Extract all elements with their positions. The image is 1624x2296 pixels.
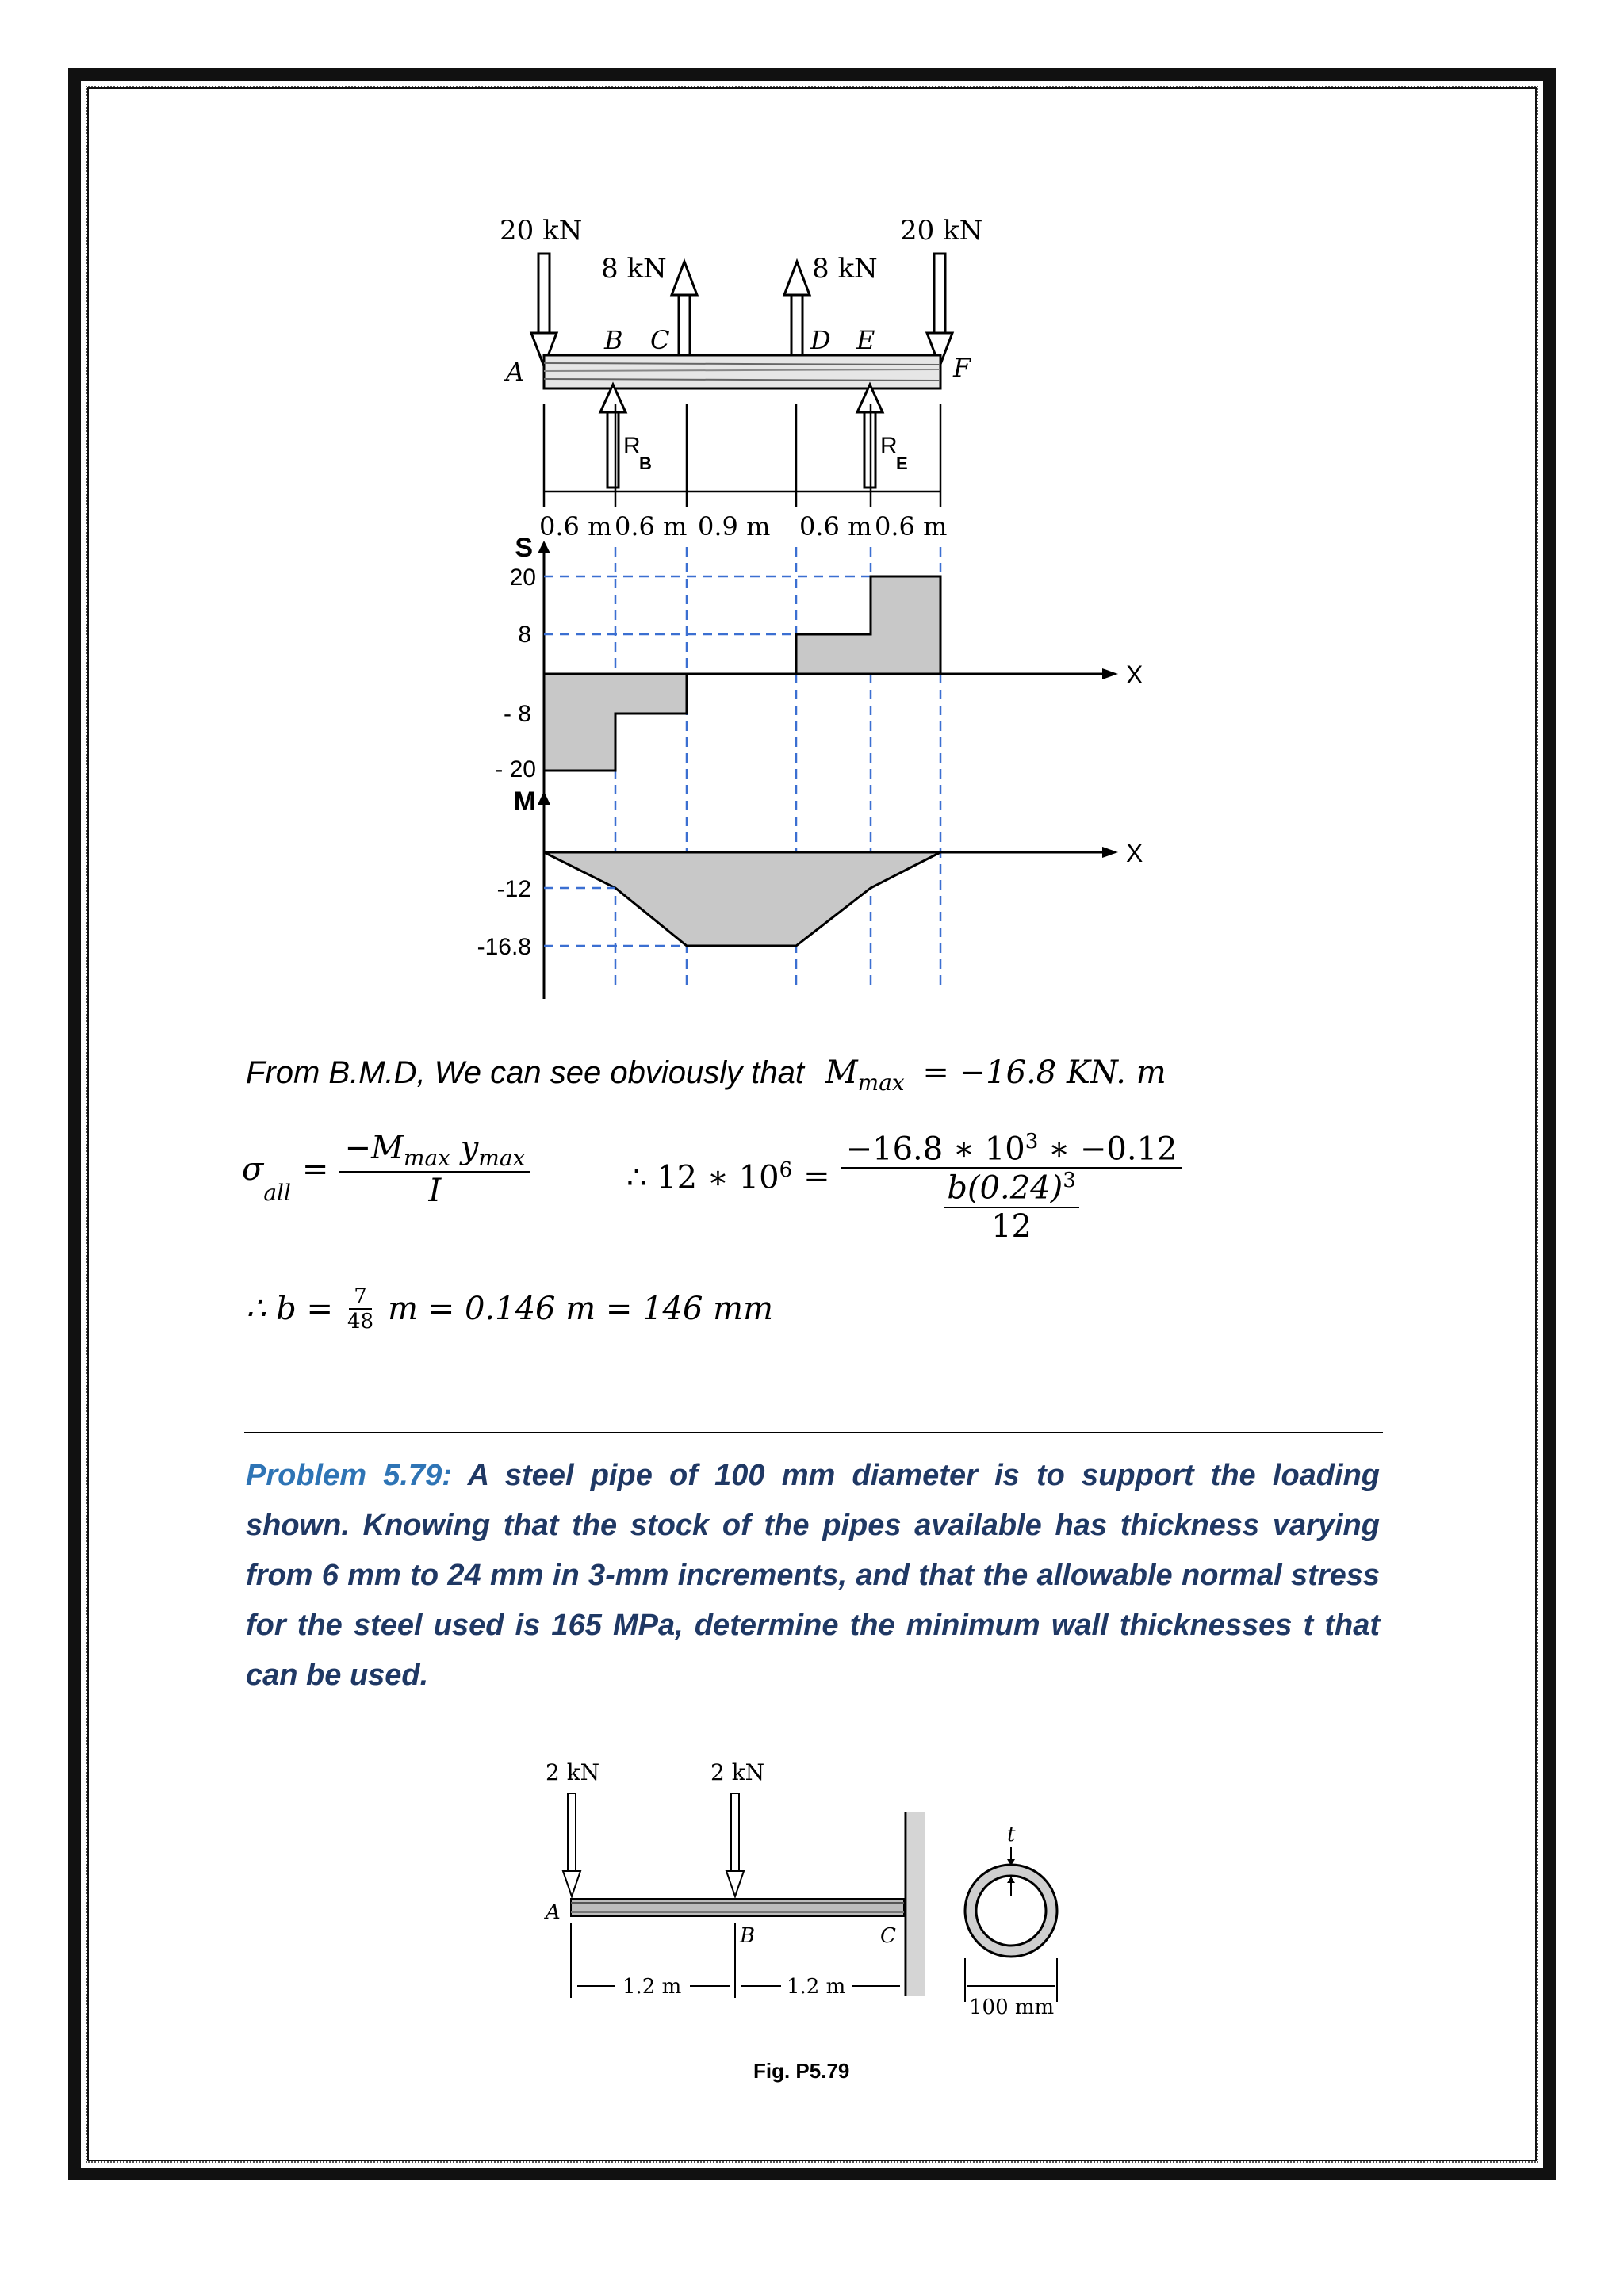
fig2-point-a: A (546, 1900, 561, 1924)
fig2-point-c: C (880, 1924, 896, 1948)
mmax-statement (246, 1054, 1166, 1096)
fig2-span-2: 1.2 m (787, 1975, 846, 1999)
sigma-equation: σ $_{all}$ = $\frac{-M_{max} y_{max}}{I}$ (242, 1130, 530, 1209)
result-prefix: ∴ b = (246, 1291, 333, 1327)
flexure-y-sub: max (478, 1145, 526, 1171)
figure-caption: Fig. P5.79 (753, 2059, 850, 2083)
load-label-right: 20 kN (900, 215, 983, 247)
eq2-fraction (841, 1130, 1182, 1245)
mmax-value: = −16.8 KN. m (922, 1054, 1166, 1091)
bmd-tick-neg12: -12 (496, 876, 531, 902)
load-label-d: 8 kN (812, 253, 878, 285)
point-label-a: A (506, 357, 525, 387)
eq2-lhs (626, 1158, 792, 1196)
reaction-label-rb: R (623, 433, 641, 459)
statement-prefix: From B.M.D, We can see obviously that (246, 1055, 804, 1090)
fig2-load-b-label: 2 kN (710, 1759, 765, 1785)
mmax-symbol: M (825, 1054, 858, 1091)
reaction-label-rb-sub: B (639, 453, 652, 473)
fig2-point-b: B (740, 1924, 756, 1948)
bmd-x-label: X (1126, 839, 1143, 867)
point-label-f: F (953, 353, 971, 383)
problem-body: A steel pipe of 100 mm diameter is to support the loading shown. Knowing that the stock of the pipes available has thickness varying from 6 mm to 24 mm in 3-mm increments, and that the allowable normal stress for the steel used is 165 MPa, determine the minimum wall thicknesses t that can be used. (246, 1459, 1380, 1692)
point-label-d: D (810, 325, 831, 355)
sigma-symbol: σ (242, 1151, 264, 1188)
span-label-5: 0.6 m (875, 511, 948, 541)
eq2-lhs-sup: 6 (779, 1158, 793, 1182)
load-label-left: 20 kN (500, 215, 583, 247)
problem-title: Problem 5.79: (246, 1459, 452, 1492)
point-label-b: B (604, 325, 623, 355)
sigma-subscript: all (263, 1180, 291, 1206)
result-tail: m = 0.146 m = 146 mm (388, 1291, 773, 1327)
load-arrow-a (531, 254, 557, 366)
flexure-numerator: −M (344, 1130, 404, 1166)
fig2-span-1: 1.2 m (622, 1975, 682, 1999)
fig2-load-arrow-a (563, 1793, 580, 1896)
reaction-label-re-sub: E (896, 453, 908, 473)
sfd-tick-neg8: - 8 (503, 701, 531, 727)
span-label-1: 0.6 m (539, 511, 612, 541)
sfd-tick-8: 8 (518, 622, 531, 648)
eq2-num-sup: 3 (1025, 1130, 1039, 1154)
section-divider (244, 1432, 1383, 1433)
point-label-e: E (856, 325, 875, 355)
eq2-den-bottom: 12 (991, 1207, 1032, 1245)
eq2-numerator: −16.8 ∗ 10 (845, 1131, 1025, 1168)
fig2-load-arrow-b (726, 1793, 744, 1896)
pipe-loading-figure (523, 1744, 1094, 2030)
bmd-axis-label: M (513, 786, 536, 817)
fig2-diameter-label: 100 mm (969, 1996, 1055, 2019)
fig2-dimension (571, 1923, 900, 1998)
flexure-y: y (460, 1130, 479, 1166)
numeric-equation: ∴ 12 ∗ $10^6$ = −16.8 ∗ $10^3$ ∗ −0.12 $b(0.24)^3$ 12 (626, 1130, 1182, 1245)
result-equation (246, 1284, 773, 1334)
fig2-load-a-label: 2 kN (546, 1759, 600, 1785)
beam (544, 355, 940, 388)
bending-moment-diagram (477, 786, 1143, 999)
reaction-arrow-b (600, 385, 626, 488)
point-label-c: C (650, 325, 670, 355)
eq2-den-top: b(0.24) (947, 1169, 1063, 1207)
result-fraction (343, 1284, 378, 1334)
problem-statement (246, 1451, 1380, 1701)
eq2-lhs-text: ∴ 12 ∗ 10 (626, 1159, 779, 1196)
result-numerator: 7 (349, 1284, 372, 1310)
span-label-3: 0.9 m (698, 511, 771, 541)
sfd-tick-neg20: - 20 (495, 756, 536, 783)
result-denominator: 48 (347, 1310, 374, 1334)
bmd-tick-neg16-8: -16.8 (477, 934, 531, 960)
eq2-num-tail: ∗ −0.12 (1038, 1131, 1178, 1168)
load-arrow-d-up (784, 262, 810, 361)
eq2-den-sup: 3 (1063, 1169, 1076, 1193)
fig2-thickness-label: t (1007, 1823, 1016, 1846)
reaction-label-re: R (880, 433, 898, 459)
load-arrow-f (927, 254, 952, 366)
sfd-x-label: X (1126, 660, 1143, 689)
flexure-denominator: I (428, 1173, 442, 1209)
sfd-tick-20: 20 (509, 564, 536, 591)
flexure-num-sub: max (403, 1145, 450, 1171)
shear-force-diagram (495, 533, 1143, 793)
load-label-b: 8 kN (601, 253, 667, 285)
span-label-4: 0.6 m (799, 511, 872, 541)
beam-diagram-figure (444, 198, 1158, 1007)
fig2-fixed-wall (906, 1812, 925, 1996)
flexure-fraction (339, 1130, 530, 1209)
sfd-axis-label: S (515, 533, 533, 563)
span-label-2: 0.6 m (615, 511, 688, 541)
mmax-subscript: max (857, 1070, 905, 1096)
fig2-pipe-beam (571, 1899, 904, 1916)
load-arrow-c-up (672, 262, 697, 361)
pipe-cross-section (965, 1847, 1057, 2002)
